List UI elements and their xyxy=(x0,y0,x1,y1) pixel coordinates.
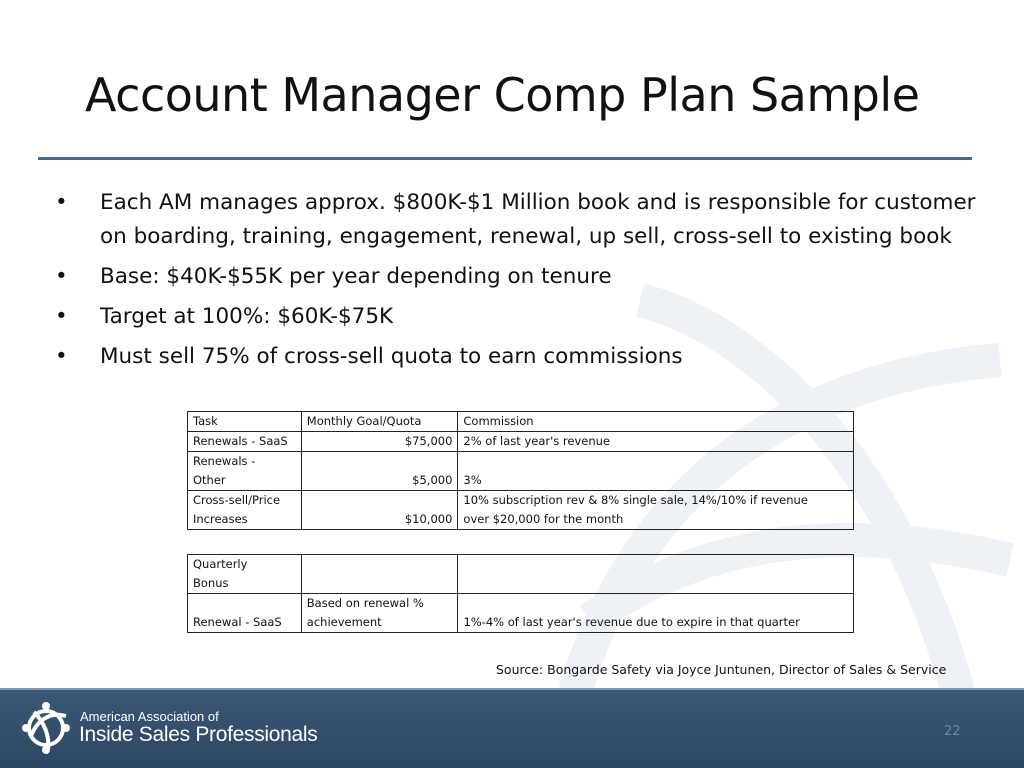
table-header: Commission xyxy=(458,412,854,432)
org-name-line2: Inside Sales Professionals xyxy=(79,723,318,746)
table-cell xyxy=(188,555,302,594)
cell-line: 10% subscription rev & 8% single sale, 14%/10% if revenue xyxy=(463,493,808,507)
bullet-item xyxy=(55,340,985,374)
source-citation: Source: Bongarde Safety via Joyce Juntunen, Director of Sales & Service xyxy=(496,662,947,677)
table-cell: 3% xyxy=(458,452,854,491)
footer-stripe xyxy=(0,688,1024,690)
table-cell: 2% of last year's revenue xyxy=(458,432,854,452)
cell-line: Increases xyxy=(193,512,248,526)
bullet-dot: • xyxy=(55,190,68,215)
table-header-row xyxy=(188,412,854,432)
bullet-dot: • xyxy=(55,304,68,329)
cell-line: over $20,000 for the month xyxy=(463,512,624,526)
cell-line: Bonus xyxy=(193,576,229,590)
table-row xyxy=(188,491,854,530)
table-cell: $10,000 xyxy=(301,491,458,530)
table-cell xyxy=(188,452,302,491)
table-cell: Renewal - SaaS xyxy=(188,594,302,633)
bullet-item xyxy=(55,186,985,254)
bullet-list xyxy=(55,186,985,380)
table-cell xyxy=(188,491,302,530)
bullet-dot: • xyxy=(55,264,68,289)
table-row xyxy=(188,452,854,491)
cell-line: Based on renewal % xyxy=(306,596,424,610)
aa-isp-logo-icon xyxy=(22,702,70,754)
table-cell: $5,000 xyxy=(301,452,458,491)
table-cell xyxy=(458,491,854,530)
bullet-text: Must sell 75% of cross-sell quota to earn commissions xyxy=(100,344,683,369)
footer-bar xyxy=(0,688,1024,768)
bonus-table xyxy=(187,554,854,633)
table-cell xyxy=(301,555,458,594)
cell-line: Renewals - xyxy=(193,454,256,468)
bullet-text: Each AM manages approx. $800K-$1 Million book and is responsible for customer on boarding, training, engagement, renewal, up sell, cross-sell to existing book xyxy=(100,190,976,249)
cell-line: Quarterly xyxy=(193,557,248,571)
table-row xyxy=(188,594,854,633)
cell-line: Cross-sell/Price xyxy=(193,493,281,507)
bullet-text: Base: $40K-$55K per year depending on tenure xyxy=(100,264,612,289)
bullet-dot: • xyxy=(55,344,68,369)
table-header: Monthly Goal/Quota xyxy=(301,412,458,432)
table-row xyxy=(188,555,854,594)
slide-title: Account Manager Comp Plan Sample xyxy=(85,68,920,122)
title-divider xyxy=(38,157,972,160)
table-cell xyxy=(458,555,854,594)
org-name-line1: American Association of xyxy=(80,709,219,724)
table-cell xyxy=(301,594,458,633)
table-cell: Renewals - SaaS xyxy=(188,432,302,452)
cell-line: achievement xyxy=(306,615,382,629)
page-number: 22 xyxy=(944,724,961,739)
table-cell: 1%-4% of last year's revenue due to expire in that quarter xyxy=(458,594,854,633)
bullet-item xyxy=(55,300,985,334)
table-header: Task xyxy=(188,412,302,432)
table-cell: $75,000 xyxy=(301,432,458,452)
bullet-item xyxy=(55,260,985,294)
cell-line: Other xyxy=(193,473,226,487)
commission-table xyxy=(187,411,854,530)
table-row xyxy=(188,432,854,452)
bullet-text: Target at 100%: $60K-$75K xyxy=(100,304,394,329)
